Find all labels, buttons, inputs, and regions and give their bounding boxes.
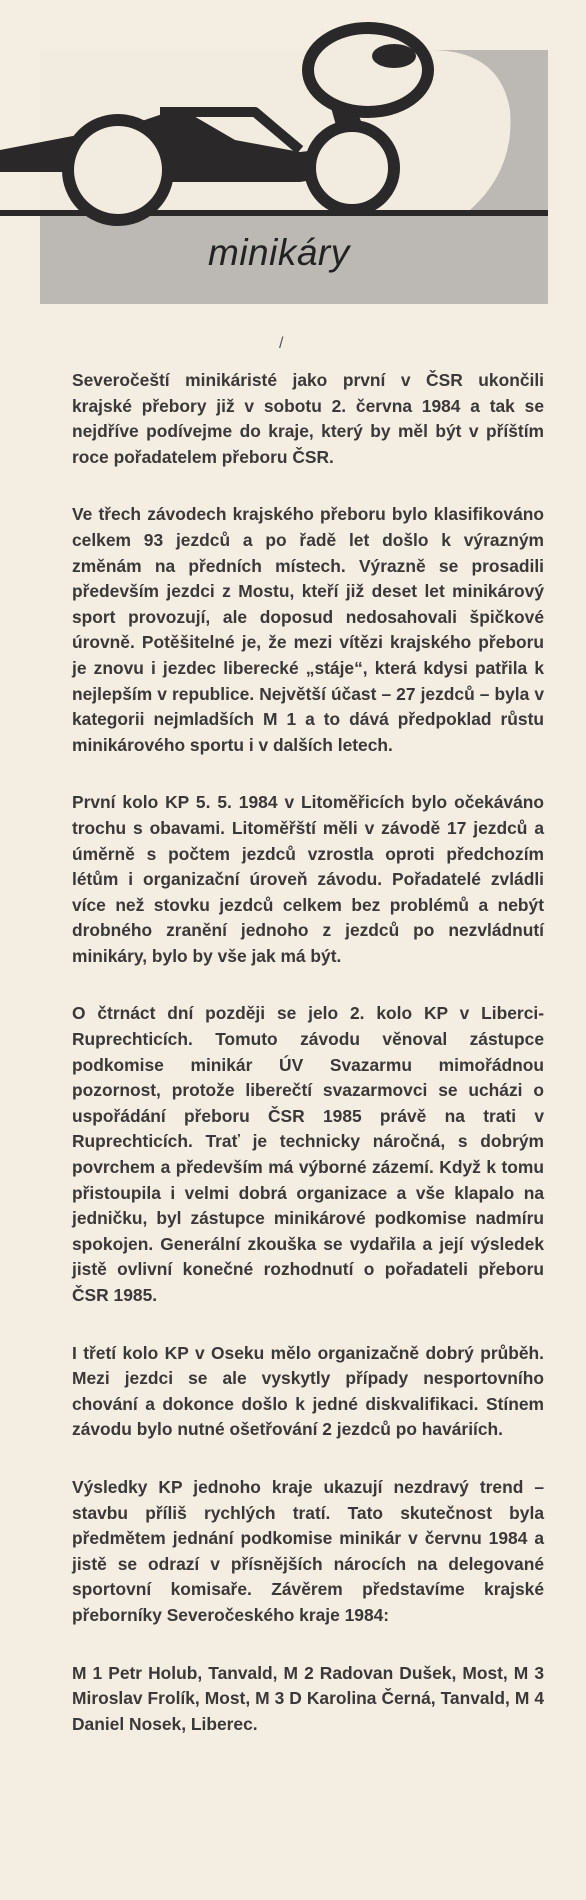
paragraph: I třetí kolo KP v Oseku mělo organizačně dobrý průběh. Mezi jezdci se ale vyskytly případy nesportovního chování a dokonce došlo k jedné diskvalifikaci. Stínem závodu bylo nutné ošetřování 2 jezdců po haváriích.	[72, 1342, 544, 1440]
print-speck: /	[279, 335, 284, 352]
section-header	[0, 0, 586, 310]
helmet-icon	[308, 28, 428, 112]
paragraph: Ve třech závodech krajského přeboru bylo klasifikováno celkem 93 jezdců a po řadě let došlo k výrazným změnám na předních místech. Výrazně se prosadili především jezdci z Mostu, kteří již deset let minikárový sport provozují, ale doposud nedosahovali špičkové úrovně. Potěšitelné je, že mezi vítězi krajského přeboru je znovu i jezdec liberecké „stáje“, která kdysi patřila k nejlepším v republice. Největší účast – 27 jezdců – byla v kategorii nejmladších M 1 a to dává předpoklad růstu minikárového sportu i v dalších letech.	[72, 504, 544, 755]
article-body	[72, 368, 544, 1769]
rear-wheel-icon	[310, 126, 394, 210]
paragraph: Severočeští minikáristé jako první v ČSR ukončili krajské přebory již v sobotu 2. června 1984 a tak se nejdříve podívejme do kraje, který by měl být v příštím roce pořadatelem přeboru ČSR.	[72, 370, 544, 467]
paragraph: První kolo KP 5. 5. 1984 v Litoměřicích bylo očekáváno trochu s obavami. Litoměřští měli v závodě 17 jezdců a úměrně s počtem jezdců vzrostla oproti předchozím létům i organizační úroveň závodu. Pořadatelé zvládli více než stovku jezdců celkem bez problémů a nebýt drobného zranění jednoho z jezdců po nezvládnutí minikáry, bylo by vše jak má být.	[72, 792, 544, 966]
front-wheel-icon	[68, 120, 168, 220]
section-title: minikáry	[208, 232, 350, 273]
paragraph: O čtrnáct dní později se jelo 2. kolo KP v Liberci-Ruprechticích. Tomuto závodu věnoval zástupce podkomise minikár ÚV Svazarmu mimořádnou pozornost, protože liberečtí svazarmovci se ucházi o uspořádání přeboru ČSR 1985 právě na trati v Ruprechticích. Trať je technicky náročná, s dobrým povrchem a především má výborné zázemí. Když k tomu přistoupila i velmi dobrá organizace a vše klapalo na jedničku, byl zástupce minikárové podkomise nadmíru spokojen. Generální zkouška se vydařila a její výsledek jistě ovlivní konečné rozhodnutí o pořadateli přeboru ČSR 1985.	[72, 1003, 544, 1305]
paragraph: M 1 Petr Holub, Tanvald, M 2 Radovan Dušek, Most, M 3 Miroslav Frolík, Most, M 3 D Karolina Černá, Tanvald, M 4 Daniel Nosek, Liberec.	[72, 1662, 544, 1734]
paragraph: Výsledky KP jednoho kraje ukazují nezdravý trend – stavbu příliš rychlých tratí. Tato skutečnost byla předmětem jednání podkomise minikár v červnu 1984 a jistě se odrazí v přísnějších nárocích na delegované sportovní komisaře. Závěrem představíme krajské přeborníky Severočeského kraje 1984:	[72, 1476, 544, 1625]
helmet-visor	[372, 44, 416, 68]
